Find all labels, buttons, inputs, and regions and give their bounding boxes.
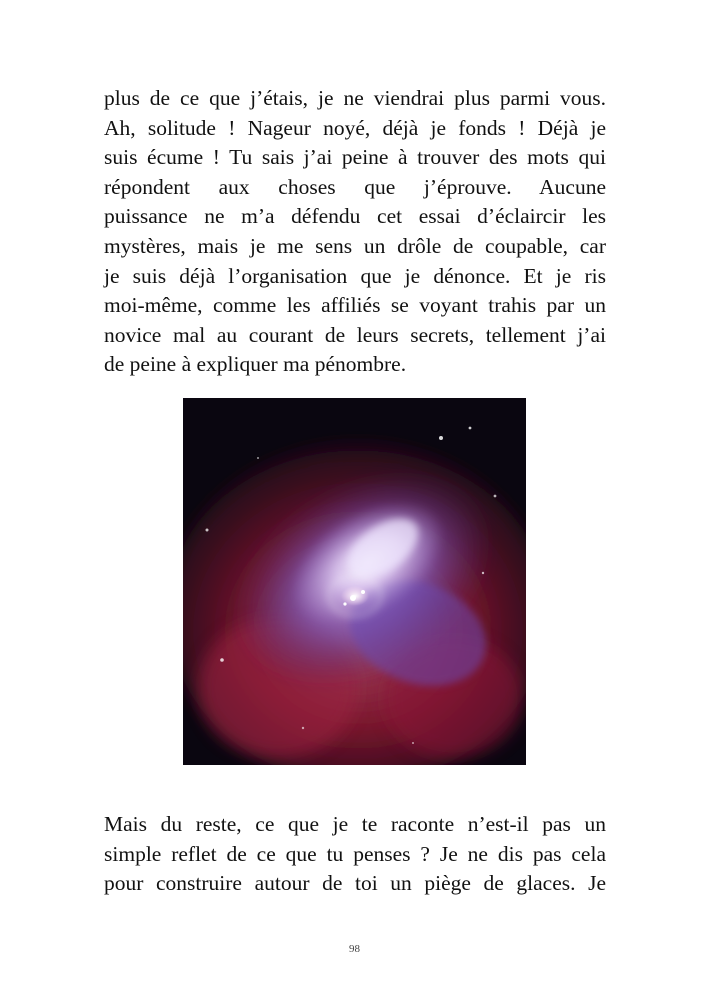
nebula-image [183,398,526,765]
text-line: puissance ne m’a défendu cet essai d’éclaircir les [104,204,606,229]
paragraph-2 [104,810,606,899]
text-line: moi-même, comme les affiliés se voyant trahis par un [104,293,606,318]
text-line: Ah, solitude ! Nageur noyé, déjà je fonds ! Déjà je [104,115,606,140]
text-line: mystères, mais je me sens un drôle de coupable, car [104,233,606,258]
text-line: pour construire autour de toi un piège de glaces. Je [104,871,606,896]
text-line: de peine à expliquer ma pénombre. [104,352,407,377]
page-number: 98 [349,943,360,955]
paragraph-1 [104,84,606,380]
text-line: suis écume ! Tu sais j’ai peine à trouver des mots qui [104,145,606,170]
text-line: plus de ce que j’étais, je ne viendrai plus parmi vous. [104,86,606,110]
text-line: Mais du reste, ce que je te raconte n’est-il pas un [104,812,606,836]
nebula-image-art [183,398,526,765]
text-line: simple reflet de ce que tu penses ? Je ne dis pas cela [104,841,606,866]
text-line: novice mal au courant de leurs secrets, tellement j’ai [104,322,606,347]
text-line: répondent aux choses que j’éprouve. Aucune [104,174,606,199]
text-line: je suis déjà l’organisation que je dénonce. Et je ris [104,263,606,288]
